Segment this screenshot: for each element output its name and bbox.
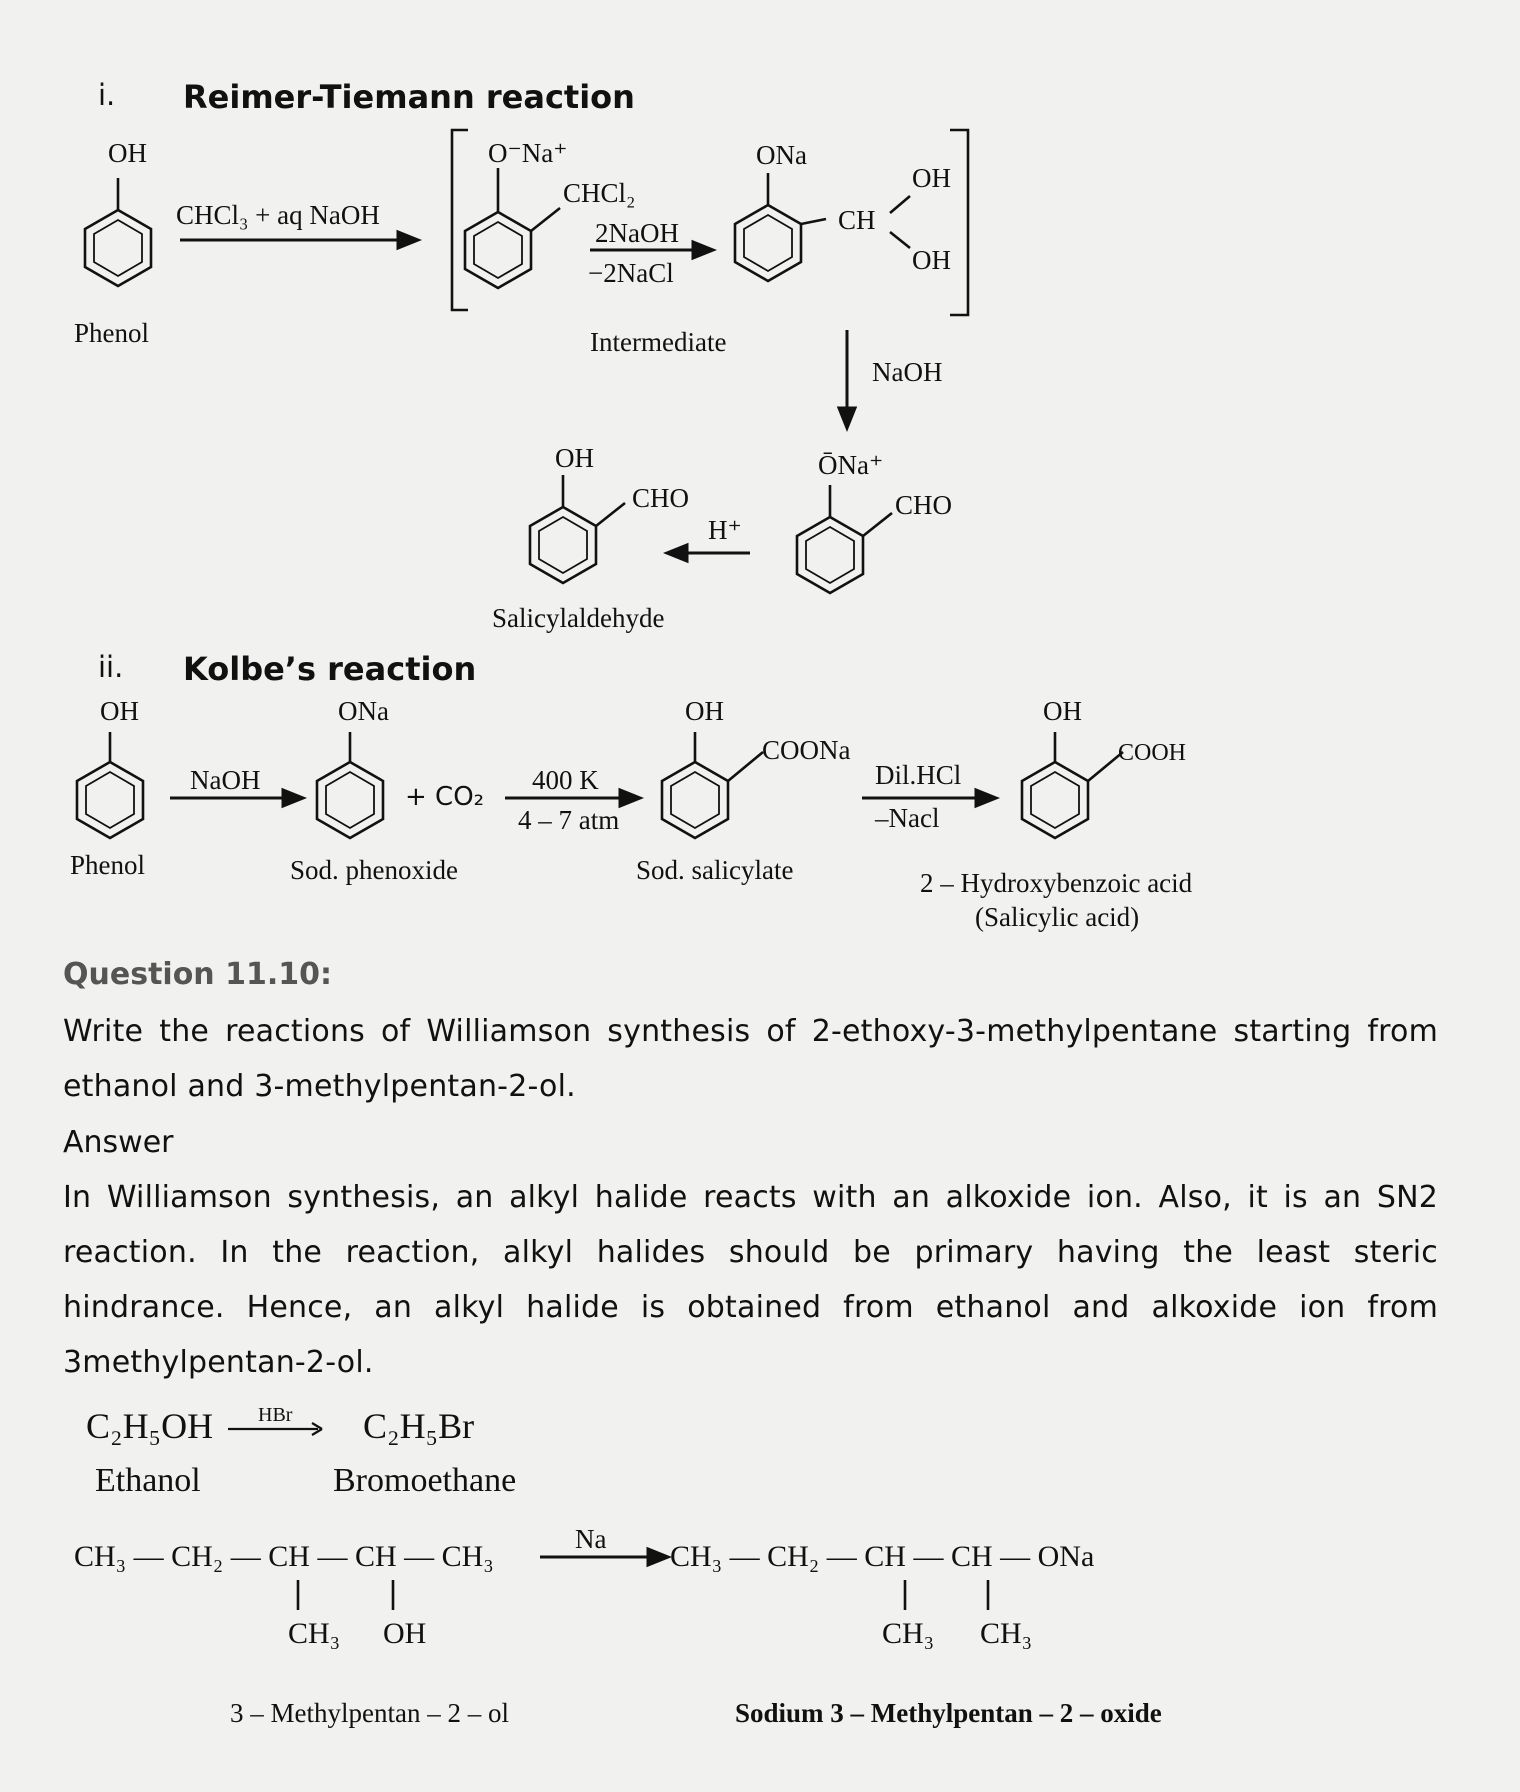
answer-text: In Williamson synthesis, an alkyl halide reacts with an alkoxide ion. Also, it is an SN2 reaction. In the reaction, alkyl halides should be primary having the least steric hindrance. Hence, an alkyl halide is obtained from ethanol and alkoxide ion from 3methylpentan-2-ol.	[63, 1180, 1438, 1380]
acid-minus-nacl: –Nacl	[875, 803, 940, 833]
answer-label: Answer	[63, 1125, 174, 1160]
kolbe-phenol-label: Phenol	[70, 850, 146, 880]
salicylaldehyde-label: Salicylaldehyde	[492, 603, 665, 633]
section-title: Kolbe’s reaction	[183, 650, 477, 688]
intermediate1-group: O⁻Na⁺	[488, 138, 568, 168]
section-title: Reimer-Tiemann reaction	[183, 78, 635, 116]
intermediate2-oh2: OH	[912, 245, 951, 275]
section-number: i.	[98, 78, 116, 112]
question-heading: Question 11.10:	[63, 957, 332, 992]
phenoxide-ona: ONa	[338, 696, 389, 726]
question-text: Write the reactions of Williamson synthesis of 2-ethoxy-3-methylpentane starting from ethanol and 3-methylpentan-2-ol.	[63, 1014, 1438, 1104]
bracket-right	[950, 130, 968, 315]
eq2-reactant-ch3: CH₃	[288, 1617, 341, 1650]
bracket-left	[452, 130, 468, 310]
intermediate2-ch: CH	[838, 205, 876, 235]
reagent-chcl3-naoh: CHCl₃ + aq NaOH	[176, 200, 380, 230]
sod-salicylate-coona: COONa	[762, 735, 851, 765]
benzene-ring-sod-salicylate	[662, 732, 763, 838]
phenol-label: Phenol	[74, 318, 150, 348]
benzene-ring-salicylic-acid	[1022, 732, 1123, 838]
arrow-top-2naoh: 2NaOH	[595, 218, 679, 248]
product-cho: CHO	[895, 490, 953, 520]
arrow-bottom-2nacl: −2NaCl	[588, 258, 674, 288]
salicylic-acid-cooh: COOH	[1118, 740, 1187, 766]
eq2-reactant-oh: OH	[383, 1617, 427, 1650]
eq2-product-ch3-1: CH₃	[882, 1617, 935, 1650]
eq1-product-label: Bromoethane	[333, 1462, 517, 1499]
eq2-reactant-label: 3 – Methylpentan – 2 – ol	[230, 1698, 509, 1728]
benzene-ring-salicylaldehyde	[530, 475, 625, 583]
eq2-product-label: Sodium 3 – Methylpentan – 2 – oxide	[735, 1698, 1162, 1728]
phenol-oh: OH	[108, 138, 147, 168]
intermediate2-group: ONa	[756, 140, 807, 170]
benzene-ring-kolbe-phenol	[77, 732, 143, 838]
section-number: ii.	[98, 650, 124, 684]
acid-dil-hcl: Dil.HCl	[875, 760, 962, 790]
product-onaplus: ŌNa⁺	[818, 450, 884, 480]
down-arrow-naoh: NaOH	[872, 357, 943, 387]
phenoxide-label: Sod. phenoxide	[290, 855, 458, 885]
eq2-product-ch3-2: CH₃	[980, 1617, 1033, 1650]
salicylic-acid-label2: (Salicylic acid)	[975, 902, 1140, 932]
benzene-ring-phenol	[85, 178, 151, 286]
salicylic-acid-oh: OH	[1043, 696, 1082, 726]
intermediate-label: Intermediate	[590, 327, 727, 357]
eq2-reagent-na: Na	[575, 1524, 607, 1554]
sod-salicylate-label: Sod. salicylate	[636, 855, 794, 885]
salicylaldehyde-cho: CHO	[632, 483, 690, 513]
eq1-reactant: C₂H₅OH	[86, 1406, 214, 1446]
plus-co2: + CO₂	[405, 782, 485, 812]
kolbe-phenol-oh: OH	[100, 696, 139, 726]
salicylaldehyde-oh: OH	[555, 443, 594, 473]
condition-temperature: 400 K	[532, 765, 599, 795]
eq1-reactant-label: Ethanol	[95, 1462, 201, 1499]
acid-hplus: H⁺	[708, 515, 742, 545]
benzene-ring-int1	[465, 168, 560, 288]
eq2-reactant-chain: CH₃ — CH₂ — CH — CH — CH₃	[74, 1540, 494, 1573]
sod-salicylate-oh: OH	[685, 696, 724, 726]
intermediate2-oh1: OH	[912, 163, 951, 193]
benzene-ring-phenoxide	[317, 732, 383, 838]
kolbe-reagent-naoh: NaOH	[190, 765, 261, 795]
benzene-ring-product	[797, 485, 892, 593]
eq2-product-chain: CH₃ — CH₂ — CH — CH — ONa	[670, 1540, 1095, 1573]
condition-pressure: 4 – 7 atm	[518, 805, 620, 835]
salicylic-acid-label1: 2 – Hydroxybenzoic acid	[920, 868, 1193, 898]
eq1-reagent-hbr: HBr	[258, 1404, 293, 1426]
eq1-product: C₂H₅Br	[363, 1406, 475, 1446]
intermediate1-chcl2: CHCl₂	[563, 178, 636, 208]
